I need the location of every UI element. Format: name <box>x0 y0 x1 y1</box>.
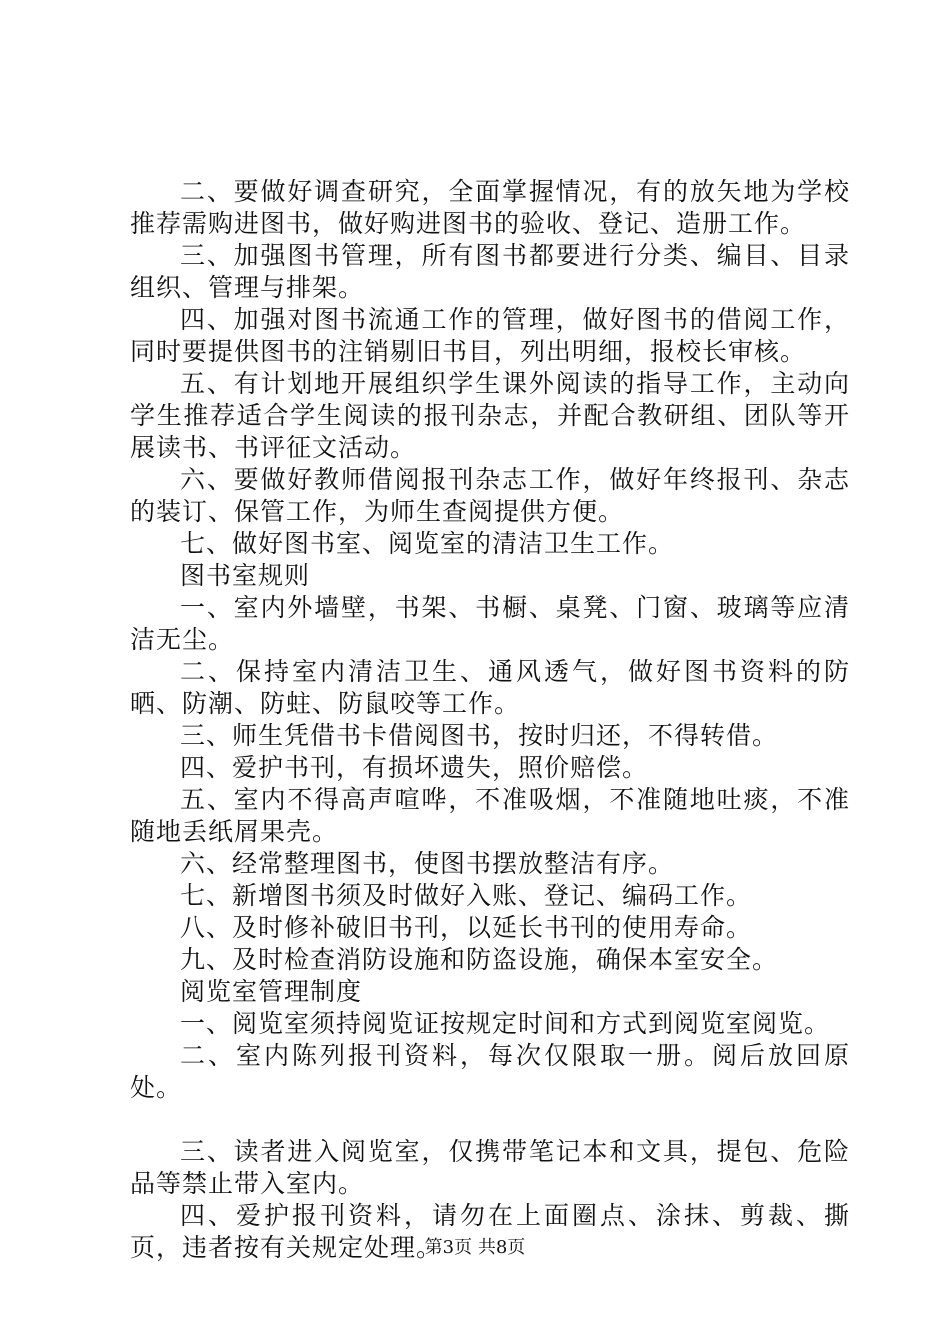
rule-item: 一、室内外墙壁，书架、书橱、桌凳、门窗、玻璃等应清洁无尘。 <box>130 593 850 654</box>
reading-room-rule: 三、读者进入阅览室，仅携带笔记本和文具，提包、危险品等禁止带入室内。 <box>130 1137 850 1198</box>
paragraph-library-management: 三、加强图书管理，所有图书都要进行分类、编目、目录组织、管理与排架。 <box>130 241 850 302</box>
rule-item: 四、爱护书刊，有损坏遗失，照价赔偿。 <box>180 753 649 782</box>
rule-item: 八、及时修补破旧书刊，以延长书刊的使用寿命。 <box>180 913 753 942</box>
paragraph-cleaning: 七、做好图书室、阅览室的清洁卫生工作。 <box>180 529 675 558</box>
reading-room-rule: 二、室内陈列报刊资料，每次仅限取一册。阅后放回原处。 <box>130 1041 850 1102</box>
paragraph-periodicals: 六、要做好教师借阅报刊杂志工作，做好年终报刊、杂志的装订、保管工作，为师生查阅提供方便。 <box>130 465 850 526</box>
paragraph-circulation: 四、加强对图书流通工作的管理，做好图书的借阅工作，同时要提供图书的注销剔旧书目，列出明细，报校长审核。 <box>130 305 850 366</box>
rule-item: 六、经常整理图书，使图书摆放整洁有序。 <box>180 849 675 878</box>
paragraph-reading-guidance: 五、有计划地开展组织学生课外阅读的指导工作，主动向学生推荐适合学生阅读的报刊杂志，并配合教研组、团队等开展读书、书评征文活动。 <box>130 369 850 462</box>
document-body <box>130 176 850 1264</box>
rule-item: 九、及时检查消防设施和防盗设施，确保本室安全。 <box>180 945 779 974</box>
reading-room-rule: 一、阅览室须持阅览证按规定时间和方式到阅览室阅览。 <box>180 1009 831 1038</box>
page-number-footer: 第3页 共8页 <box>424 1237 526 1258</box>
rule-item: 二、保持室内清洁卫生、通风透气，做好图书资料的防晒、防潮、防蛀、防鼠咬等工作。 <box>130 657 850 718</box>
reading-room-rule: 四、爱护报刊资料，请勿在上面圈点、涂抹、剪裁、撕页，违者按有关规定处理。 <box>130 1201 850 1262</box>
rule-item: 五、室内不得高声喧哗，不准吸烟，不准随地吐痰，不准随地丢纸屑果壳。 <box>130 785 850 846</box>
section-heading-library-rules: 图书室规则 <box>180 561 311 590</box>
paragraph-library-survey: 二、要做好调查研究，全面掌握情况，有的放矢地为学校推荐需购进图书，做好购进图书的验收、登记、造册工作。 <box>130 177 850 238</box>
rule-item: 七、新增图书须及时做好入账、登记、编码工作。 <box>180 881 753 910</box>
rule-item: 三、师生凭借书卡借阅图书，按时归还，不得转借。 <box>180 721 779 750</box>
section-heading-reading-room: 阅览室管理制度 <box>180 977 363 1006</box>
